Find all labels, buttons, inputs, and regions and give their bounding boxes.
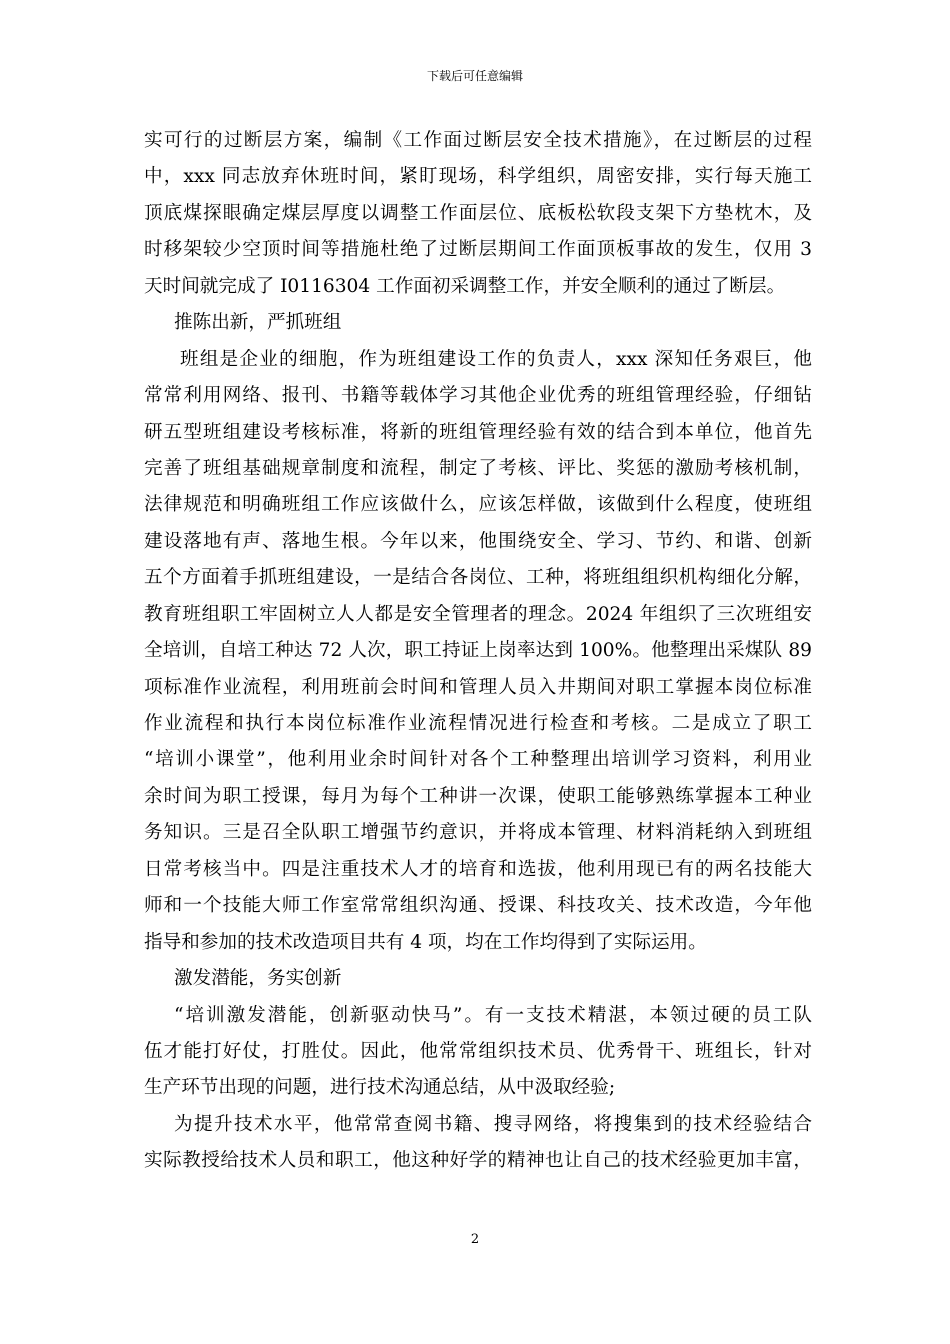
text-line: 全培训，自培工种达 72 人次，职工持证上岗率达到 100%。他整理出采煤队 89: [144, 640, 812, 662]
text-line: 务知识。三是召全队职工增强节约意识，并将成本管理、材料消耗纳入到班组: [144, 822, 812, 844]
text-line: 完善了班组基础规章制度和流程，制定了考核、评比、奖惩的激励考核机制，: [144, 457, 812, 479]
text-line: 日常考核当中。四是注重技术人才的培育和选拔，他利用现已有的两名技能大: [144, 858, 812, 880]
page-number: 2: [470, 1232, 480, 1247]
text-line: 法律规范和明确班组工作应该做什么，应该怎样做，该做到什么程度，使班组: [144, 494, 812, 516]
text-line: “培训激发潜能，创新驱动快马”。有一支技术精湛，本领过硬的员工队: [174, 1004, 812, 1026]
text-line: 实可行的过断层方案，编制《工作面过断层安全技术措施》，在过断层的过程: [144, 130, 812, 151]
text-line: 建设落地有声、落地生根。今年以来，他围绕安全、学习、节约、和谐、创新: [144, 530, 812, 552]
section-heading: 推陈出新，严抓班组: [174, 312, 342, 334]
text-line: 实际教授给技术人员和职工，他这种好学的精神也让自己的技术经验更加丰富，: [144, 1150, 812, 1172]
text-line: 项标准作业流程，利用班前会时间和管理人员入井期间对职工掌握本岗位标准: [144, 676, 812, 698]
page-header: 下载后可任意编辑: [426, 69, 523, 83]
text-line: 时移架较少空顶时间等措施杜绝了过断层期间工作面顶板事故的发生，仅用 3: [144, 239, 812, 261]
text-line: “培训小课堂”，他利用业余时间针对各个工种整理出培训学习资料，利用业: [144, 749, 812, 771]
document-body: [144, 123, 812, 1180]
text-line: 指导和参加的技术改造项目共有 4 项，均在工作均得到了实际运用。: [144, 931, 707, 953]
text-line: 研五型班组建设考核标准，将新的班组管理经验有效的结合到本单位，他首先: [144, 421, 812, 443]
section-heading: 激发潜能，务实创新: [174, 968, 342, 990]
text-line: 生产环节出现的问题，进行技术沟通总结，从中汲取经验;: [144, 1077, 616, 1099]
text-line: 师和一个技能大师工作室常常组织沟通、授课、科技攻关、技术改造，今年他: [144, 895, 812, 917]
text-line: 班组是企业的细胞，作为班组建设工作的负责人，xxx 深知任务艰巨，他: [180, 348, 812, 370]
text-line: 为提升技术水平，他常常查阅书籍、搜寻网络，将搜集到的技术经验结合: [174, 1113, 812, 1135]
text-line: 余时间为职工授课，每月为每个工种讲一次课，使职工能够熟练掌握本工种业: [144, 785, 812, 807]
text-line: 中，xxx 同志放弃休班时间，紧盯现场，科学组织，周密安排，实行每天施工: [144, 166, 812, 188]
text-line: 伍才能打好仗，打胜仗。因此，他常常组织技术员、优秀骨干、班组长，针对: [144, 1040, 812, 1062]
text-line: 常常利用网络、报刊、书籍等载体学习其他企业优秀的班组管理经验，仔细钻: [144, 385, 812, 407]
text-line: 作业流程和执行本岗位标准作业流程情况进行检查和考核。二是成立了职工: [144, 713, 812, 734]
text-line: 教育班组职工牢固树立人人都是安全管理者的理念。2024 年组织了三次班组安: [144, 603, 812, 625]
text-line: 五个方面着手抓班组建设，一是结合各岗位、工种，将班组组织机构细化分解，: [144, 567, 812, 589]
text-line: 天时间就完成了 I0116304 工作面初采调整工作，并安全顺利的通过了断层。: [144, 275, 786, 297]
text-line: 顶底煤探眼确定煤层厚度以调整工作面层位、底板松软段支架下方垫枕木，及: [144, 202, 812, 224]
